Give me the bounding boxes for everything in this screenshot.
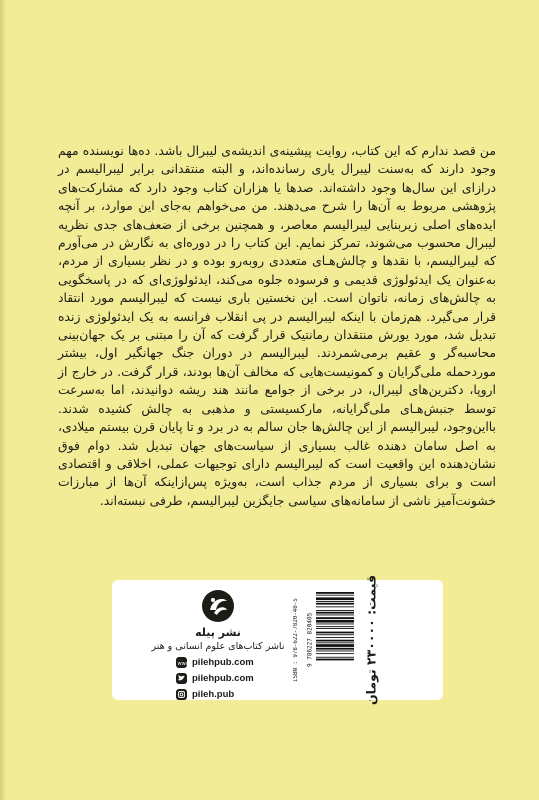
website-link[interactable]: pilehpub.com	[192, 656, 254, 668]
contact-instagram[interactable]	[176, 687, 234, 701]
barcode-bars	[316, 588, 354, 692]
back-cover-text	[58, 142, 496, 510]
contact-website[interactable]	[176, 655, 254, 669]
isbn-label: ISBN : 978-622-7820-40-5	[293, 598, 299, 682]
price-label: قیمت: ۲۳۰۰۰۰ تومان	[363, 574, 379, 706]
contact-twitter[interactable]	[176, 671, 254, 685]
instagram-link[interactable]: pileh.pub	[192, 688, 235, 700]
svg-text:www: www	[177, 660, 190, 667]
web-icon	[176, 657, 190, 668]
body-paragraph: من قصد ندارم که این کتاب، روایت پیشینه‌ی اندیشه‌ی لیبرال باشد. ده‌ها نویسنده مهم وجود دارند که به‌سنت لیبرال یاری رسانده‌اند، و البته منتقدانی برابر لیبرالیسم در درازای این سال‌ها وجود داشته‌اند. صدها یا هزاران کتاب وجود دارد که مشارکت‌های پژوهشی مربوط به آن‌ها را شرح می‌دهند. من می‌خواهم به‌جای این موارد، بر آنچه ایده‌های اصلی زیربنایی لیبرالیسم معاصر، و همچنین برخی از ضعف‌های جدی نظریه لیبرال محسوب می‌شوند، تمرکز نمایم. این کتاب را در دوره‌ای به نگارش در می‌آورم که لیبرالیسم، با نقدها و چالش‌هـای متعددی روبه‌رو بوده و در نظر بسیاری از مردم، به‌عنوان یک ایدئولوژی قدیمی و فرسوده جلوه می‌کند، ایدئولوژی‌ای که در پاسخگویی به چالش‌های زمانه، ناتوان است. این نخستین باری نیست که لیبرالیسم مورد انتقاد قرار می‌گیرد. هم‌زمان با اینکه لیبرالیسم در پی انقلاب فرانسه به یک ایدئولوژی زنده تبدیل شد، مورد یورش منتقدان رمانتیک قرار گرفت که آن را مبتنی بر یک جهان‌بینی محاسبه‌گر و عقیم برمی‌شمردند. لیبرالیسم در دوران جنگ جهانگیر اول، بیشتر موردحمله ملی‌گرایان و کمونیست‌هایی که مخالف آن‌ها بودند، قرار گرفت. در خارج از اروپا، دکترین‌های لیبرال، در برخی از جوامع مانند هند ریشه دوانیدند، اما به‌سرعت توسط جنبش‌هـای ملی‌گرایانه، مارکسیستی و مذهبی به چالش کشیده شدند. بااین‌وجود، لیبرالیسم از این چالش‌ها جان سالم به در برد و تا پایان قرن بیستم میلادی، به اصل سامان دهنده غالب بسیاری از سیاست‌های جهان تبدیل شد. دوام فوق نشان‌دهنده این واقعیت است که لیبرالیسم دارای توجیهات عملی، اخلاقی و اقتصادی است و برای بسیاری از مردم جذاب است، به‌ویژه پس‌ازاینکه آن‌ها از مبارزات خشونت‌آمیز ناشی از سامانه‌های سیاسی جایگزین لیبرالیسم، طرفی نبسته‌اند.	[58, 143, 496, 508]
page-edge-shadow	[0, 0, 6, 800]
info-card	[112, 574, 443, 706]
barcode-number: 9 786227 820405	[306, 612, 314, 668]
instagram-icon	[176, 689, 187, 700]
publisher-name: نشر پیله	[195, 626, 241, 639]
publisher-logo-icon	[200, 588, 236, 624]
twitter-icon	[176, 673, 187, 684]
twitter-link[interactable]: pilehpub.com	[192, 672, 254, 684]
barcode	[316, 588, 354, 692]
publisher-tagline: ناشر کتاب‌های علوم انسانی و هنر	[151, 641, 285, 652]
